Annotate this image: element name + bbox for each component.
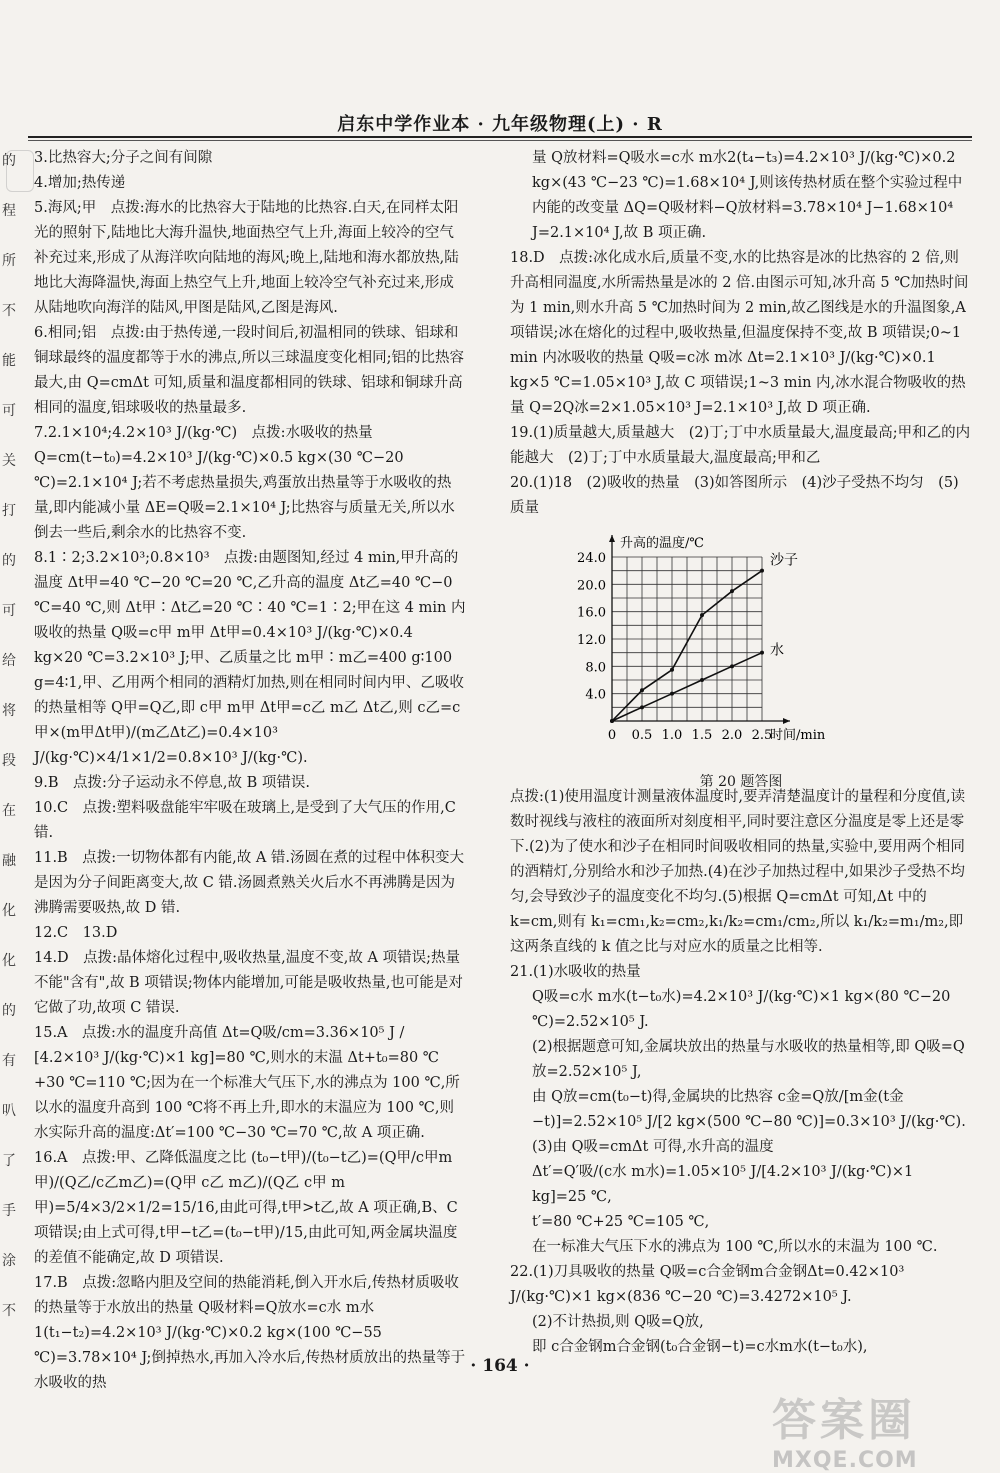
- data-point: [670, 668, 674, 672]
- series-label: 水: [770, 642, 784, 659]
- page-header: 启东中学作业本 · 九年级物理(上) · R: [337, 114, 663, 135]
- y-tick-label: 4.0: [585, 687, 606, 703]
- data-point: [700, 678, 704, 682]
- answer-paragraph: (3)由 Q吸=cmΔt 可得,水升高的温度: [532, 1139, 774, 1155]
- chart-caption: 第 20 题答图: [699, 774, 783, 790]
- y-axis-label: 升高的温度/℃: [620, 536, 704, 551]
- chart-svg: [510, 523, 972, 761]
- answer-paragraph: 6.相同;铝 点拨:由于热传递,一段时间后,初温相同的铁球、铝球和铜球最终的温度都等于水的沸点,所以三球温度变化相同;铝的比热容最大,由 Q=cmΔt 可知,质量和温度都相同的铁球、铝球和铜球升高相同的温度,铝球吸收的热量最多.: [34, 325, 464, 416]
- left-column: [34, 146, 466, 1396]
- answer-paragraph: 3.比热容大;分子之间有间隙: [34, 150, 213, 166]
- answer-paragraph: t′=80 ℃+25 ℃=105 ℃,: [532, 1214, 710, 1230]
- x-tick-label: 1.5: [691, 728, 713, 743]
- answer-paragraph: 在一标准大气压下水的沸点为 100 ℃,所以水的末温为 100 ℃.: [532, 1239, 938, 1255]
- data-point: [730, 589, 734, 593]
- answer-paragraph: 即 c合金钢m合金钢(t₀合金钢−t)=c水m水(t−t₀水),: [532, 1339, 868, 1355]
- answer-paragraph: 7.2.1×10⁴;4.2×10³ J/(kg·℃) 点拨:水吸收的热量 Q=cm(t−t₀)=4.2×10³ J/(kg·℃)×0.5 kg×(30 ℃−20 ℃)=2.1×10⁴ J;若不考虑热量损失,鸡蛋放出热量等于水吸收的热量,即内能减小量 ΔE=Q吸=2.1×10⁴ J;比热容与质量无关,所以水倒去一些后,剩余水的比热容不变.: [34, 425, 455, 541]
- y-axis-arrow: [609, 535, 615, 542]
- x-tick-label: 2.0: [721, 728, 743, 743]
- answer-paragraph: 18.D 点拨:冰化成水后,质量不变,水的比热容是冰的比热容的 2 倍,则升高相同温度,水所需热量是冰的 2 倍.由图示可知,冰升高 5 ℃加热时间为 1 min,则水升高 5 ℃加热时间为 2 min,故乙图线是水的升温图象,A 项错误;冰在熔化的过程中,吸收热量,但温度保持不变,故 B 项错误;0~1 min 内冰吸收的热量 Q吸=c冰 m冰 Δt=2.1×10³ J/(kg·℃)×0.1 kg×5 ℃=1.05×10³ J,故 C 项错误;1~3 min 内,冰水混合物吸收的热量 Q=2Q冰=2×1.05×10³ J=2.1×10³ J,故 D 项正确.: [510, 250, 971, 416]
- answer-paragraph: 20.(1)18 (2)吸收的热量 (3)如答图所示 (4)沙子受热不均匀 (5)质量: [510, 475, 959, 516]
- answer-paragraph: 19.(1)质量越大,质量越大 (2)丁;丁中水质量最大,温度最高;甲和乙的内能越大 (2)丁;丁中水质量最大,温度最高;甲和乙: [510, 425, 971, 466]
- answer-paragraph: 由 Q放=cm(t₀−t)得,金属块的比热容 c金=Q放/[m金(t金−t)]=2.52×10⁵ J/[2 kg×(500 ℃−80 ℃)]=0.3×10³ J/(kg·℃).: [532, 1089, 966, 1130]
- data-point: [640, 705, 644, 709]
- x-tick-label: 0: [607, 728, 617, 743]
- x-tick-label: 2.5: [751, 728, 773, 743]
- y-tick-label: 12.0: [577, 633, 606, 648]
- x-tick-label: 0.5: [631, 728, 653, 743]
- edge-fragment: 所: [2, 253, 16, 269]
- answer-paragraph: 8.1∶2;3.2×10³;0.8×10³ 点拨:由题图知,经过 4 min,甲升高的温度 Δt甲=40 ℃−20 ℃=20 ℃,乙升高的温度 Δt乙=40 ℃−0 ℃=40 ℃,则 Δt甲∶Δt乙=20 ℃∶40 ℃=1∶2;甲在这 4 min 内吸收的热量 Q吸=c甲 m甲 Δt甲=0.4×10³ J/(kg·℃)×0.4 kg×20 ℃=3.2×10³ J;甲、乙质量之比 m甲∶m乙=400 g∶100 g=4∶1,甲、乙用两个相同的酒精灯加热,则在相同时间内甲、乙吸收的热量相等 Q甲=Q乙,即 c甲 m甲 Δt甲=c乙 m乙 Δt乙,则 c乙=c甲×(m甲Δt甲)/(m乙Δt乙)=0.4×10³ J/(kg·℃)×4/1×1/2=0.8×10³ J/(kg·℃).: [34, 550, 466, 766]
- chart-figure-20: [510, 523, 972, 790]
- edge-fragment: 可: [2, 603, 16, 619]
- answer-paragraph: 5.海风;甲 点拨:海水的比热容大于陆地的比热容.白天,在同样太阳光的照射下,陆地比大海升温快,地面热空气上升,海面上较冷的空气补充过来,形成了从海洋吹向陆地的海风;晚上,陆地和海水都放热,陆地比大海降温快,海面上热空气上升,地面上较冷空气补充过来,形成从陆地吹向海洋的陆风,甲图是陆风,乙图是海风.: [34, 200, 459, 316]
- y-tick-label: 24.0: [577, 551, 606, 566]
- edge-fragment: 给: [2, 653, 16, 669]
- answer-paragraph: 14.D 点拨:晶体熔化过程中,吸收热量,温度不变,故 A 项错误;热量不能"含有",故 B 项错误;物体内能增加,可能是吸收热量,也可能是对它做了功,故项 C 错误.: [34, 950, 463, 1016]
- header-rule-thin: [28, 140, 972, 141]
- y-tick-label: 20.0: [577, 578, 606, 594]
- watermark: [772, 1384, 972, 1473]
- answer-paragraph: 15.A 点拨:水的温度升高值 Δt=Q吸/cm=3.36×10⁵ J / [4.2×10³ J/(kg·℃)×1 kg]=80 ℃,则水的末温 Δt+t₀=80 ℃+30 ℃=110 ℃;因为在一个标准大气压下,水的沸点为 100 ℃,所以水的温度升高到 100 ℃将不再上升,即水的末温应为 100 ℃,则水实际升高的温度:Δt′=100 ℃−30 ℃=70 ℃,故 A 项正确.: [34, 1025, 460, 1141]
- data-point: [730, 664, 734, 668]
- answer-paragraph: Δt′=Q′吸/(c水 m水)=1.05×10⁵ J/[4.2×10³ J/(kg·℃)×1 kg]=25 ℃,: [532, 1164, 918, 1205]
- answer-paragraph: (2)根据题意可知,金属块放出的热量与水吸收的热量相等,即 Q吸=Q放=2.52×10⁵ J,: [532, 1039, 965, 1080]
- answer-paragraph: 12.C 13.D: [34, 925, 118, 941]
- answer-paragraph: 22.(1)刀具吸收的热量 Q吸=c合金钢m合金钢Δt=0.42×10³ J/(kg·℃)×1 kg×(836 ℃−20 ℃)=3.4272×10⁵ J.: [510, 1264, 909, 1305]
- data-point: [640, 688, 644, 692]
- edge-fragment: 的: [2, 1003, 16, 1019]
- edge-fragment: 关: [2, 453, 16, 469]
- data-point: [610, 719, 614, 723]
- edge-fragment: 的: [2, 553, 16, 569]
- edge-fragment: 叭: [2, 1103, 16, 1119]
- edge-fragment: 可: [2, 403, 16, 419]
- edge-fragment: 有: [2, 1053, 16, 1069]
- watermark-bottom: MXQE.COM: [772, 1448, 918, 1473]
- answer-paragraph: 量 Q放材料=Q吸水=c水 m水2(t₄−t₃)=4.2×10³ J/(kg·℃)×0.2 kg×(43 ℃−23 ℃)=1.68×10⁴ J,则该传热材质在整个实验过程中内能的改变量 ΔQ=Q吸材料−Q放材料=3.78×10⁴ J−1.68×10⁴ J=2.1×10⁴ J,故 B 项正确.: [532, 150, 963, 241]
- x-tick-label: 1.0: [661, 728, 683, 743]
- watermark-top: 答案圈: [772, 1395, 916, 1446]
- edge-fragment: 将: [2, 703, 16, 719]
- answer-paragraph: 9.B 点拨:分子运动永不停息,故 B 项错误.: [34, 775, 310, 791]
- edge-fragment: 能: [2, 353, 16, 369]
- edge-fragment: 融: [2, 853, 16, 869]
- answer-paragraph: 点拨:(1)使用温度计测量液体温度时,要弄清楚温度计的量程和分度值,读数时视线与液柱的液面所对刻度相平,同时要注意区分温度是零上还是零下.(2)为了使水和沙子在相同时间吸收相同的热量,实验中,要用两个相同的酒精灯,分别给水和沙子加热.(4)在沙子加热过程中,如果沙子受热不均匀,会导致沙子的温度变化不均匀.(5)根据 Q=cmΔt 可知,Δt 中的 k=cm,则有 k₁=cm₁,k₂=cm₂,k₁/k₂=cm₁/cm₂,所以 k₁/k₂=m₁/m₂,即这两条直线的 k 值之比与对应水的质量之比相等.: [510, 789, 966, 955]
- edge-fragment: 不: [2, 303, 16, 319]
- right-column-bottom: [510, 785, 972, 1360]
- y-tick-label: 16.0: [577, 605, 606, 621]
- data-point: [670, 692, 674, 696]
- edge-fragment: 在: [2, 803, 16, 819]
- x-axis-label: 时间/min: [770, 728, 826, 743]
- answer-paragraph: Q吸=c水 m水(t−t₀水)=4.2×10³ J/(kg·℃)×1 kg×(80 ℃−20 ℃)=2.52×10⁵ J.: [532, 989, 955, 1030]
- answer-paragraph: (2)不计热损,则 Q吸=Q放,: [532, 1314, 704, 1330]
- right-column-top: [510, 146, 972, 521]
- x-axis-arrow: [783, 718, 790, 724]
- answer-paragraph: 16.A 点拨:甲、乙降低温度之比 (t₀−t甲)/(t₀−t乙)=(Q甲/c甲m甲)/(Q乙/c乙m乙)=(Q甲 c乙 m乙)/(Q乙 c甲 m甲)=5/4×3/2×1/2=15/16,由此可得,t甲>t乙,故 A 项正确,B、C 项错误;由上式可得,t甲−t乙=(t₀−t甲)/15,由此可知,两金属块温度的差值不能确定,故 D 项错误.: [34, 1150, 463, 1266]
- edge-fragment: 手: [2, 1203, 16, 1219]
- answer-paragraph: 17.B 点拨:忽略内胆及空间的热能消耗,倒入开水后,传热材质吸收的热量等于水放出的热量 Q吸材料=Q放水=c水 m水1(t₁−t₂)=4.2×10³ J/(kg·℃)×0.2 kg×(100 ℃−55 ℃)=3.78×10⁴ J;倒掉热水,再加入冷水后,传热材质放出的热量等于水吸收的热: [34, 1275, 466, 1391]
- answer-paragraph: 21.(1)水吸收的热量: [510, 964, 641, 980]
- edge-fragment: 涂: [2, 1253, 16, 1269]
- y-tick-label: 8.0: [585, 660, 606, 676]
- edge-fragment: 化: [2, 903, 16, 919]
- edge-fragment: 打: [2, 503, 16, 519]
- page-number: · 164 ·: [470, 1356, 530, 1376]
- data-point: [760, 569, 764, 573]
- answer-paragraph: 11.B 点拨:一切物体都有内能,故 A 错.汤圆在煮的过程中体积变大是因为分子间距离变大,故 C 错.汤圆煮熟关火后水不再沸腾是因为沸腾需要吸热,故 D 错.: [34, 850, 465, 916]
- edge-fragment: 了: [2, 1153, 16, 1169]
- edge-fragment: 不: [2, 1303, 16, 1319]
- edge-fragment: 程: [2, 203, 16, 219]
- data-point: [760, 651, 764, 655]
- answer-paragraph: 4.增加;热传递: [34, 175, 126, 191]
- right-column: [510, 146, 972, 1360]
- series-label: 沙子: [770, 552, 798, 569]
- edge-fragment: 化: [2, 953, 16, 969]
- edge-fragment: 的: [2, 153, 16, 169]
- answer-paragraph: 10.C 点拨:塑料吸盘能牢牢吸在玻璃上,是受到了大气压的作用,C 错.: [34, 800, 461, 841]
- edge-fragment: 段: [2, 753, 16, 769]
- data-point: [700, 613, 704, 617]
- header-rule: [28, 136, 972, 138]
